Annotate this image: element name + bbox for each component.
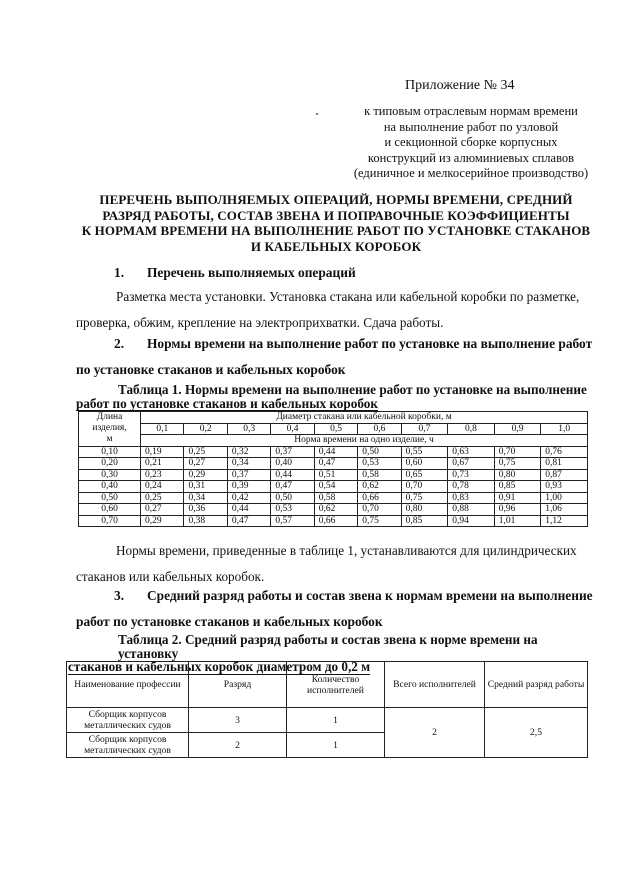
- section-1-heading: [74, 265, 356, 281]
- length-cell: 0,10: [79, 446, 141, 458]
- length-cell: 0,50: [79, 492, 141, 504]
- norm-value-cell: 0,62: [314, 504, 357, 516]
- norm-value-cell: 0,37: [227, 469, 270, 481]
- norm-value-cell: 0,67: [448, 458, 495, 470]
- norm-value-cell: 0,80: [401, 504, 448, 516]
- table-row: [79, 515, 588, 527]
- appendix-number: Приложение № 34: [405, 78, 515, 93]
- diameter-cell: 0,8: [448, 423, 495, 435]
- diameter-cell: 0,1: [141, 423, 184, 435]
- norm-value-cell: 0,53: [358, 458, 401, 470]
- paragraph-line: Разметка места установки. Установка стакана или кабельной коробки по разметке,: [116, 289, 580, 304]
- diameter-cell: 0,7: [401, 423, 448, 435]
- norm-value-cell: 0,85: [401, 515, 448, 527]
- length-cell: 0,40: [79, 481, 141, 493]
- norm-value-cell: 0,66: [314, 515, 357, 527]
- scan-speck: [316, 113, 318, 115]
- norm-value-cell: 0,54: [314, 481, 357, 493]
- norm-value-cell: 0,44: [271, 469, 314, 481]
- appendix-line: к типовым отраслевым нормам времени: [364, 104, 578, 118]
- count-header: Количество исполнителей: [287, 662, 385, 708]
- diameter-cell: 0,2: [184, 423, 227, 435]
- length-cell: 0,60: [79, 504, 141, 516]
- norm-value-cell: 0,27: [184, 458, 227, 470]
- norm-header: Норма времени на одно изделие, ч: [141, 435, 588, 447]
- norm-value-cell: 0,70: [358, 504, 401, 516]
- total-header: Всего исполнителей: [385, 662, 485, 708]
- diameter-cell: 1,0: [541, 423, 588, 435]
- norm-value-cell: 0,44: [227, 504, 270, 516]
- diameter-header: Диаметр стакана или кабельной коробки, м: [141, 412, 588, 424]
- count-cell: 1: [287, 708, 385, 733]
- norm-value-cell: 0,80: [494, 469, 541, 481]
- norm-value-cell: 0,60: [401, 458, 448, 470]
- norm-value-cell: 0,83: [448, 492, 495, 504]
- section-1-text: [76, 284, 598, 336]
- caption-line: работ по установке стаканов и кабельных коробок: [76, 395, 378, 411]
- norm-value-cell: 0,44: [314, 446, 357, 458]
- avg-rank-header: Средний разряд работы: [485, 662, 588, 708]
- header-line: м: [106, 434, 113, 445]
- profession-header: Наименование профессии: [67, 662, 189, 708]
- profession-cell: Сборщик корпусов металлических судов: [67, 733, 189, 758]
- norm-value-cell: 0,25: [184, 446, 227, 458]
- norm-value-cell: 0,32: [227, 446, 270, 458]
- norm-value-cell: 0,38: [184, 515, 227, 527]
- table-1-caption: [76, 383, 598, 411]
- header-line: Длина: [96, 412, 123, 423]
- section-number: 2.: [114, 336, 125, 351]
- length-cell: 0,20: [79, 458, 141, 470]
- norm-value-cell: 0,21: [141, 458, 184, 470]
- norm-value-cell: 1,06: [541, 504, 588, 516]
- norm-value-cell: 1,01: [494, 515, 541, 527]
- section-title-cont: по установке стаканов и кабельных коробок: [76, 362, 346, 377]
- paragraph-line: Нормы времени, приведенные в таблице 1, устанавливаются для цилиндрических: [116, 543, 577, 558]
- title-line: ПЕРЕЧЕНЬ ВЫПОЛНЯЕМЫХ ОПЕРАЦИЙ, НОРМЫ ВРЕМЕНИ, СРЕДНИЙ: [99, 192, 573, 207]
- norm-value-cell: 0,39: [227, 481, 270, 493]
- document-title: [66, 192, 606, 254]
- section-title: Средний разряд работы и состав звена к нормам времени на выполнение: [147, 588, 593, 603]
- norm-value-cell: 0,96: [494, 504, 541, 516]
- norm-value-cell: 1,00: [541, 492, 588, 504]
- norm-value-cell: 0,36: [184, 504, 227, 516]
- section-title-cont: работ по установке стаканов и кабельных коробок: [76, 614, 383, 629]
- norm-value-cell: 0,42: [227, 492, 270, 504]
- table-row: [79, 446, 588, 458]
- rank-cell: 2: [189, 733, 287, 758]
- rank-header: Разряд: [189, 662, 287, 708]
- norm-value-cell: 0,50: [271, 492, 314, 504]
- norm-value-cell: 0,57: [271, 515, 314, 527]
- norm-value-cell: 0,53: [271, 504, 314, 516]
- caption-line: стаканов и кабельных коробок диаметром до 0,2 м: [68, 659, 371, 674]
- section-number: 1.: [114, 265, 125, 280]
- norm-value-cell: 0,62: [358, 481, 401, 493]
- appendix-line: и секционной сборке корпусных: [384, 135, 558, 149]
- table-row: [79, 469, 588, 481]
- norm-value-cell: 0,19: [141, 446, 184, 458]
- norm-value-cell: 0,87: [541, 469, 588, 481]
- section-2-heading: [76, 331, 598, 383]
- rank-cell: 3: [189, 708, 287, 733]
- norm-value-cell: 0,37: [271, 446, 314, 458]
- norm-value-cell: 0,66: [358, 492, 401, 504]
- paragraph-line: стаканов или кабельных коробок.: [76, 569, 265, 584]
- norm-value-cell: 0,94: [448, 515, 495, 527]
- norm-value-cell: 0,23: [141, 469, 184, 481]
- table-row: [79, 458, 588, 470]
- total-cell: 2: [385, 708, 485, 758]
- length-cell: 0,30: [79, 469, 141, 481]
- norm-value-cell: 0,65: [401, 469, 448, 481]
- norm-value-cell: 0,81: [541, 458, 588, 470]
- length-header: [79, 412, 141, 447]
- section-title: Перечень выполняемых операций: [147, 265, 356, 280]
- norm-value-cell: 0,47: [271, 481, 314, 493]
- norms-table-body: [79, 446, 588, 527]
- count-cell: 1: [287, 733, 385, 758]
- norm-value-cell: 0,29: [141, 515, 184, 527]
- appendix-line: (единичное и мелкосерийное производство): [353, 166, 589, 180]
- norms-table: [78, 411, 588, 527]
- norm-value-cell: 0,75: [358, 515, 401, 527]
- diameter-cell: 0,4: [271, 423, 314, 435]
- title-line: К НОРМАМ ВРЕМЕНИ НА ВЫПОЛНЕНИЕ РАБОТ ПО УСТАНОВКЕ СТАКАНОВ: [81, 223, 591, 239]
- appendix-line: на выполнение работ по узловой: [383, 119, 559, 134]
- section-3-heading: [76, 583, 598, 635]
- norm-value-cell: 0,24: [141, 481, 184, 493]
- table-row: [79, 481, 588, 493]
- section-title: Нормы времени на выполнение работ по установке на выполнение работ: [147, 336, 593, 351]
- diameter-cell: 0,6: [358, 423, 401, 435]
- table-row: [67, 708, 588, 733]
- profession-cell: Сборщик корпусов металлических судов: [67, 708, 189, 733]
- norm-value-cell: 0,25: [141, 492, 184, 504]
- norm-value-cell: 1,12: [541, 515, 588, 527]
- norm-value-cell: 0,73: [448, 469, 495, 481]
- appendix-line: конструкций из алюминиевых сплавов: [367, 150, 575, 165]
- norm-value-cell: 0,27: [141, 504, 184, 516]
- norm-value-cell: 0,50: [358, 446, 401, 458]
- table-row: [79, 492, 588, 504]
- caption-line: Таблица 1. Нормы времени на выполнение работ по установке на выполнение: [118, 382, 587, 397]
- norm-value-cell: 0,58: [314, 492, 357, 504]
- norm-value-cell: 0,51: [314, 469, 357, 481]
- diameter-row: [79, 423, 588, 435]
- avg-rank-cell: 2,5: [485, 708, 588, 758]
- norm-value-cell: 0,47: [314, 458, 357, 470]
- norm-value-cell: 0,47: [227, 515, 270, 527]
- crew-table: [66, 661, 588, 758]
- norm-value-cell: 0,91: [494, 492, 541, 504]
- norm-value-cell: 0,70: [494, 446, 541, 458]
- diameter-cell: 0,9: [494, 423, 541, 435]
- norm-value-cell: 0,31: [184, 481, 227, 493]
- diameter-cell: 0,3: [227, 423, 270, 435]
- norm-value-cell: 0,88: [448, 504, 495, 516]
- norm-value-cell: 0,75: [494, 458, 541, 470]
- norm-value-cell: 0,29: [184, 469, 227, 481]
- norm-value-cell: 0,63: [448, 446, 495, 458]
- title-line: РАЗРЯД РАБОТЫ, СОСТАВ ЗВЕНА И ПОПРАВОЧНЫЕ КОЭФФИЦИЕНТЫ: [102, 207, 570, 223]
- norm-value-cell: 0,70: [401, 481, 448, 493]
- norm-value-cell: 0,34: [184, 492, 227, 504]
- section-number: 3.: [114, 588, 125, 603]
- norm-value-cell: 0,55: [401, 446, 448, 458]
- norm-value-cell: 0,40: [271, 458, 314, 470]
- norm-value-cell: 0,78: [448, 481, 495, 493]
- norm-value-cell: 0,76: [541, 446, 588, 458]
- norm-value-cell: 0,75: [401, 492, 448, 504]
- length-cell: 0,70: [79, 515, 141, 527]
- norm-value-cell: 0,85: [494, 481, 541, 493]
- caption-line: Таблица 2. Средний разряд работы и состав звена к норме времени на установку: [118, 632, 538, 661]
- norm-value-cell: 0,93: [541, 481, 588, 493]
- norm-value-cell: 0,58: [358, 469, 401, 481]
- appendix-subtitle: [340, 104, 602, 182]
- norm-value-cell: 0,34: [227, 458, 270, 470]
- paragraph-line: проверка, обжим, крепление на электроприхватки. Сдача работы.: [76, 315, 444, 330]
- diameter-cell: 0,5: [314, 423, 357, 435]
- table-row: [79, 504, 588, 516]
- header-line: изделия,: [92, 423, 127, 434]
- title-line: И КАБЕЛЬНЫХ КОРОБОК: [250, 238, 422, 254]
